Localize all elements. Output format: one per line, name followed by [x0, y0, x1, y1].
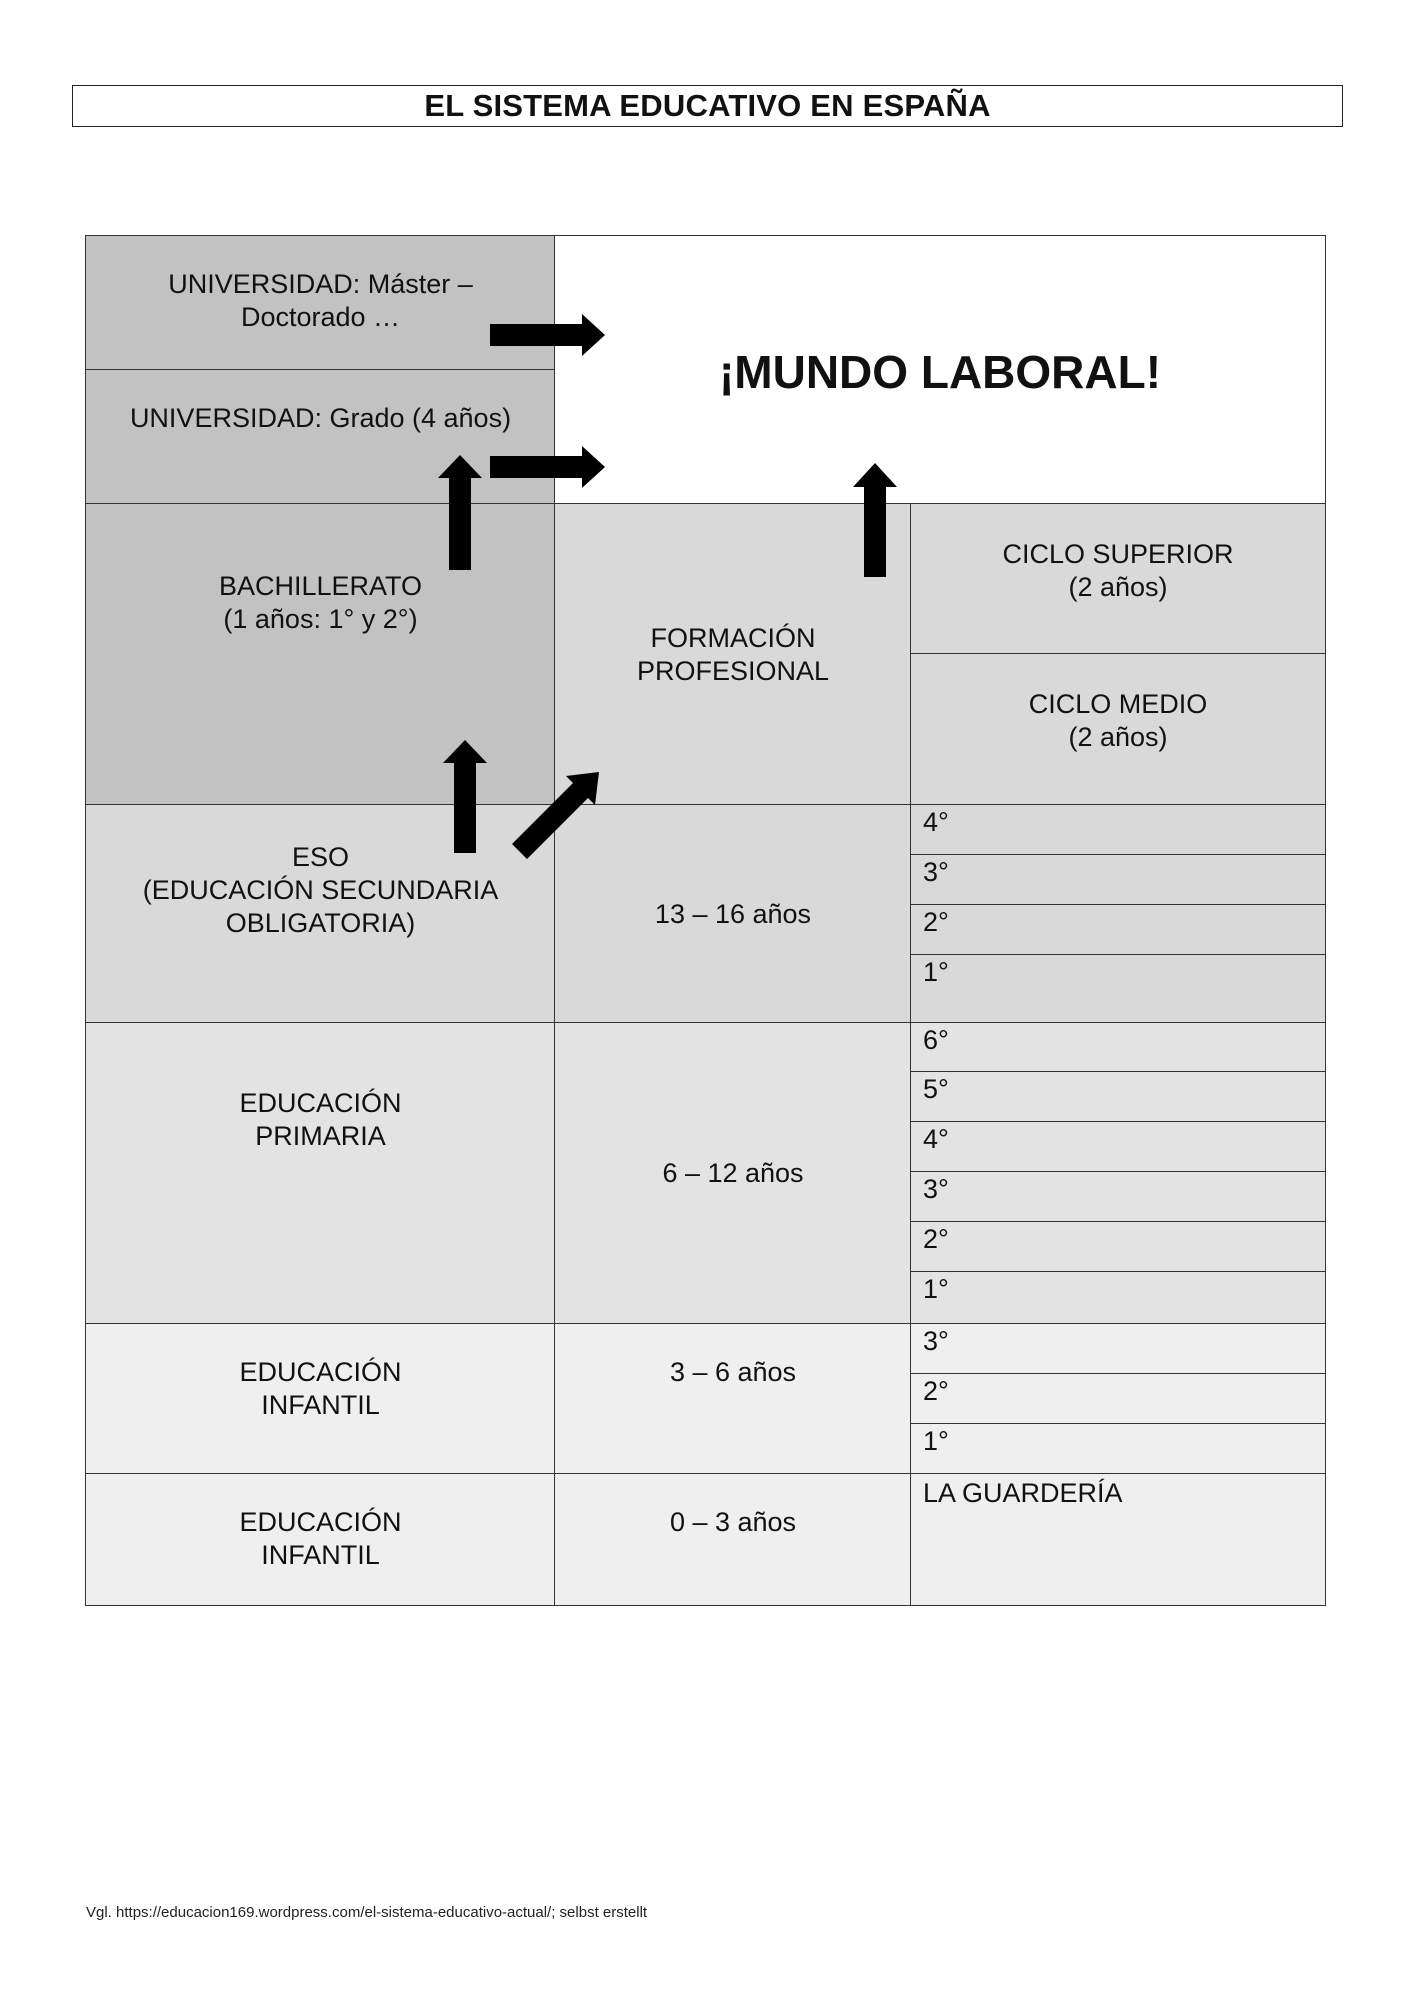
eso-label: ESO (EDUCACIÓN SECUNDARIA OBLIGATORIA): [142, 842, 499, 938]
eso-grade: 1°: [910, 954, 1326, 1024]
infantil-guarderia-label: EDUCACIÓN INFANTIL: [239, 1507, 402, 1570]
universidad-grado-cell: [85, 369, 556, 505]
infantil-cell: [85, 1323, 556, 1475]
eso-ages: 13 – 16 años: [654, 898, 812, 929]
universidad-grado-label: UNIVERSIDAD: Grado (4 años): [129, 403, 512, 433]
source-footnote: Vgl. https://educacion169.wordpress.com/el-sistema-educativo-actual/; selbst erstellt: [86, 1904, 648, 1921]
eso-grade: 4°: [910, 804, 1326, 856]
universidad-master-label: UNIVERSIDAD: Máster – Doctorado …: [168, 269, 473, 332]
mundo-laboral-cell: [554, 235, 1326, 505]
infantil-ages-cell: [554, 1323, 912, 1475]
primaria-grade: 5°: [910, 1071, 1326, 1123]
eso-cell: [85, 804, 556, 1024]
primaria-grade: 2°: [910, 1221, 1326, 1273]
mundo-laboral-label: ¡MUNDO LABORAL!: [718, 346, 1162, 398]
infantil-grade: 3°: [910, 1323, 1326, 1375]
primaria-grade: 1°: [910, 1271, 1326, 1325]
infantil-guarderia-ages: 0 – 3 años: [669, 1507, 797, 1537]
infantil-label: EDUCACIÓN INFANTIL: [239, 1357, 402, 1420]
ciclo-medio-label: CICLO MEDIO (2 años): [1028, 689, 1208, 752]
primaria-grade: 6°: [910, 1022, 1326, 1073]
ciclo-superior-cell: [910, 503, 1326, 655]
infantil-guarderia-ages-cell: [554, 1473, 912, 1606]
eso-ages-cell: [554, 804, 912, 1024]
formacion-profesional-cell: [554, 503, 912, 806]
primaria-grade: 3°: [910, 1171, 1326, 1223]
bachillerato-label: BACHILLERATO (1 años: 1° y 2°): [218, 571, 423, 634]
primaria-ages: 6 – 12 años: [662, 1158, 804, 1188]
formacion-profesional-label: FORMACIÓN PROFESIONAL: [636, 622, 830, 686]
infantil-ages: 3 – 6 años: [669, 1357, 797, 1387]
ciclo-medio-cell: [910, 653, 1326, 806]
eso-grade: 2°: [910, 904, 1326, 956]
primaria-grade: 4°: [910, 1121, 1326, 1173]
infantil-grade: 1°: [910, 1423, 1326, 1475]
eso-grade: 3°: [910, 854, 1326, 906]
infantil-grade: 2°: [910, 1373, 1326, 1425]
infantil-guarderia-cell: [85, 1473, 556, 1606]
universidad-master-cell: [85, 235, 556, 371]
page-title: EL SISTEMA EDUCATIVO EN ESPAÑA: [72, 85, 1343, 127]
bachillerato-cell: [85, 503, 556, 806]
primaria-label: EDUCACIÓN PRIMARIA: [239, 1088, 402, 1151]
guarderia-cell: LA GUARDERÍA: [910, 1473, 1326, 1606]
primaria-cell: [85, 1022, 556, 1325]
primaria-ages-cell: [554, 1022, 912, 1325]
ciclo-superior-label: CICLO SUPERIOR (2 años): [1002, 539, 1234, 602]
